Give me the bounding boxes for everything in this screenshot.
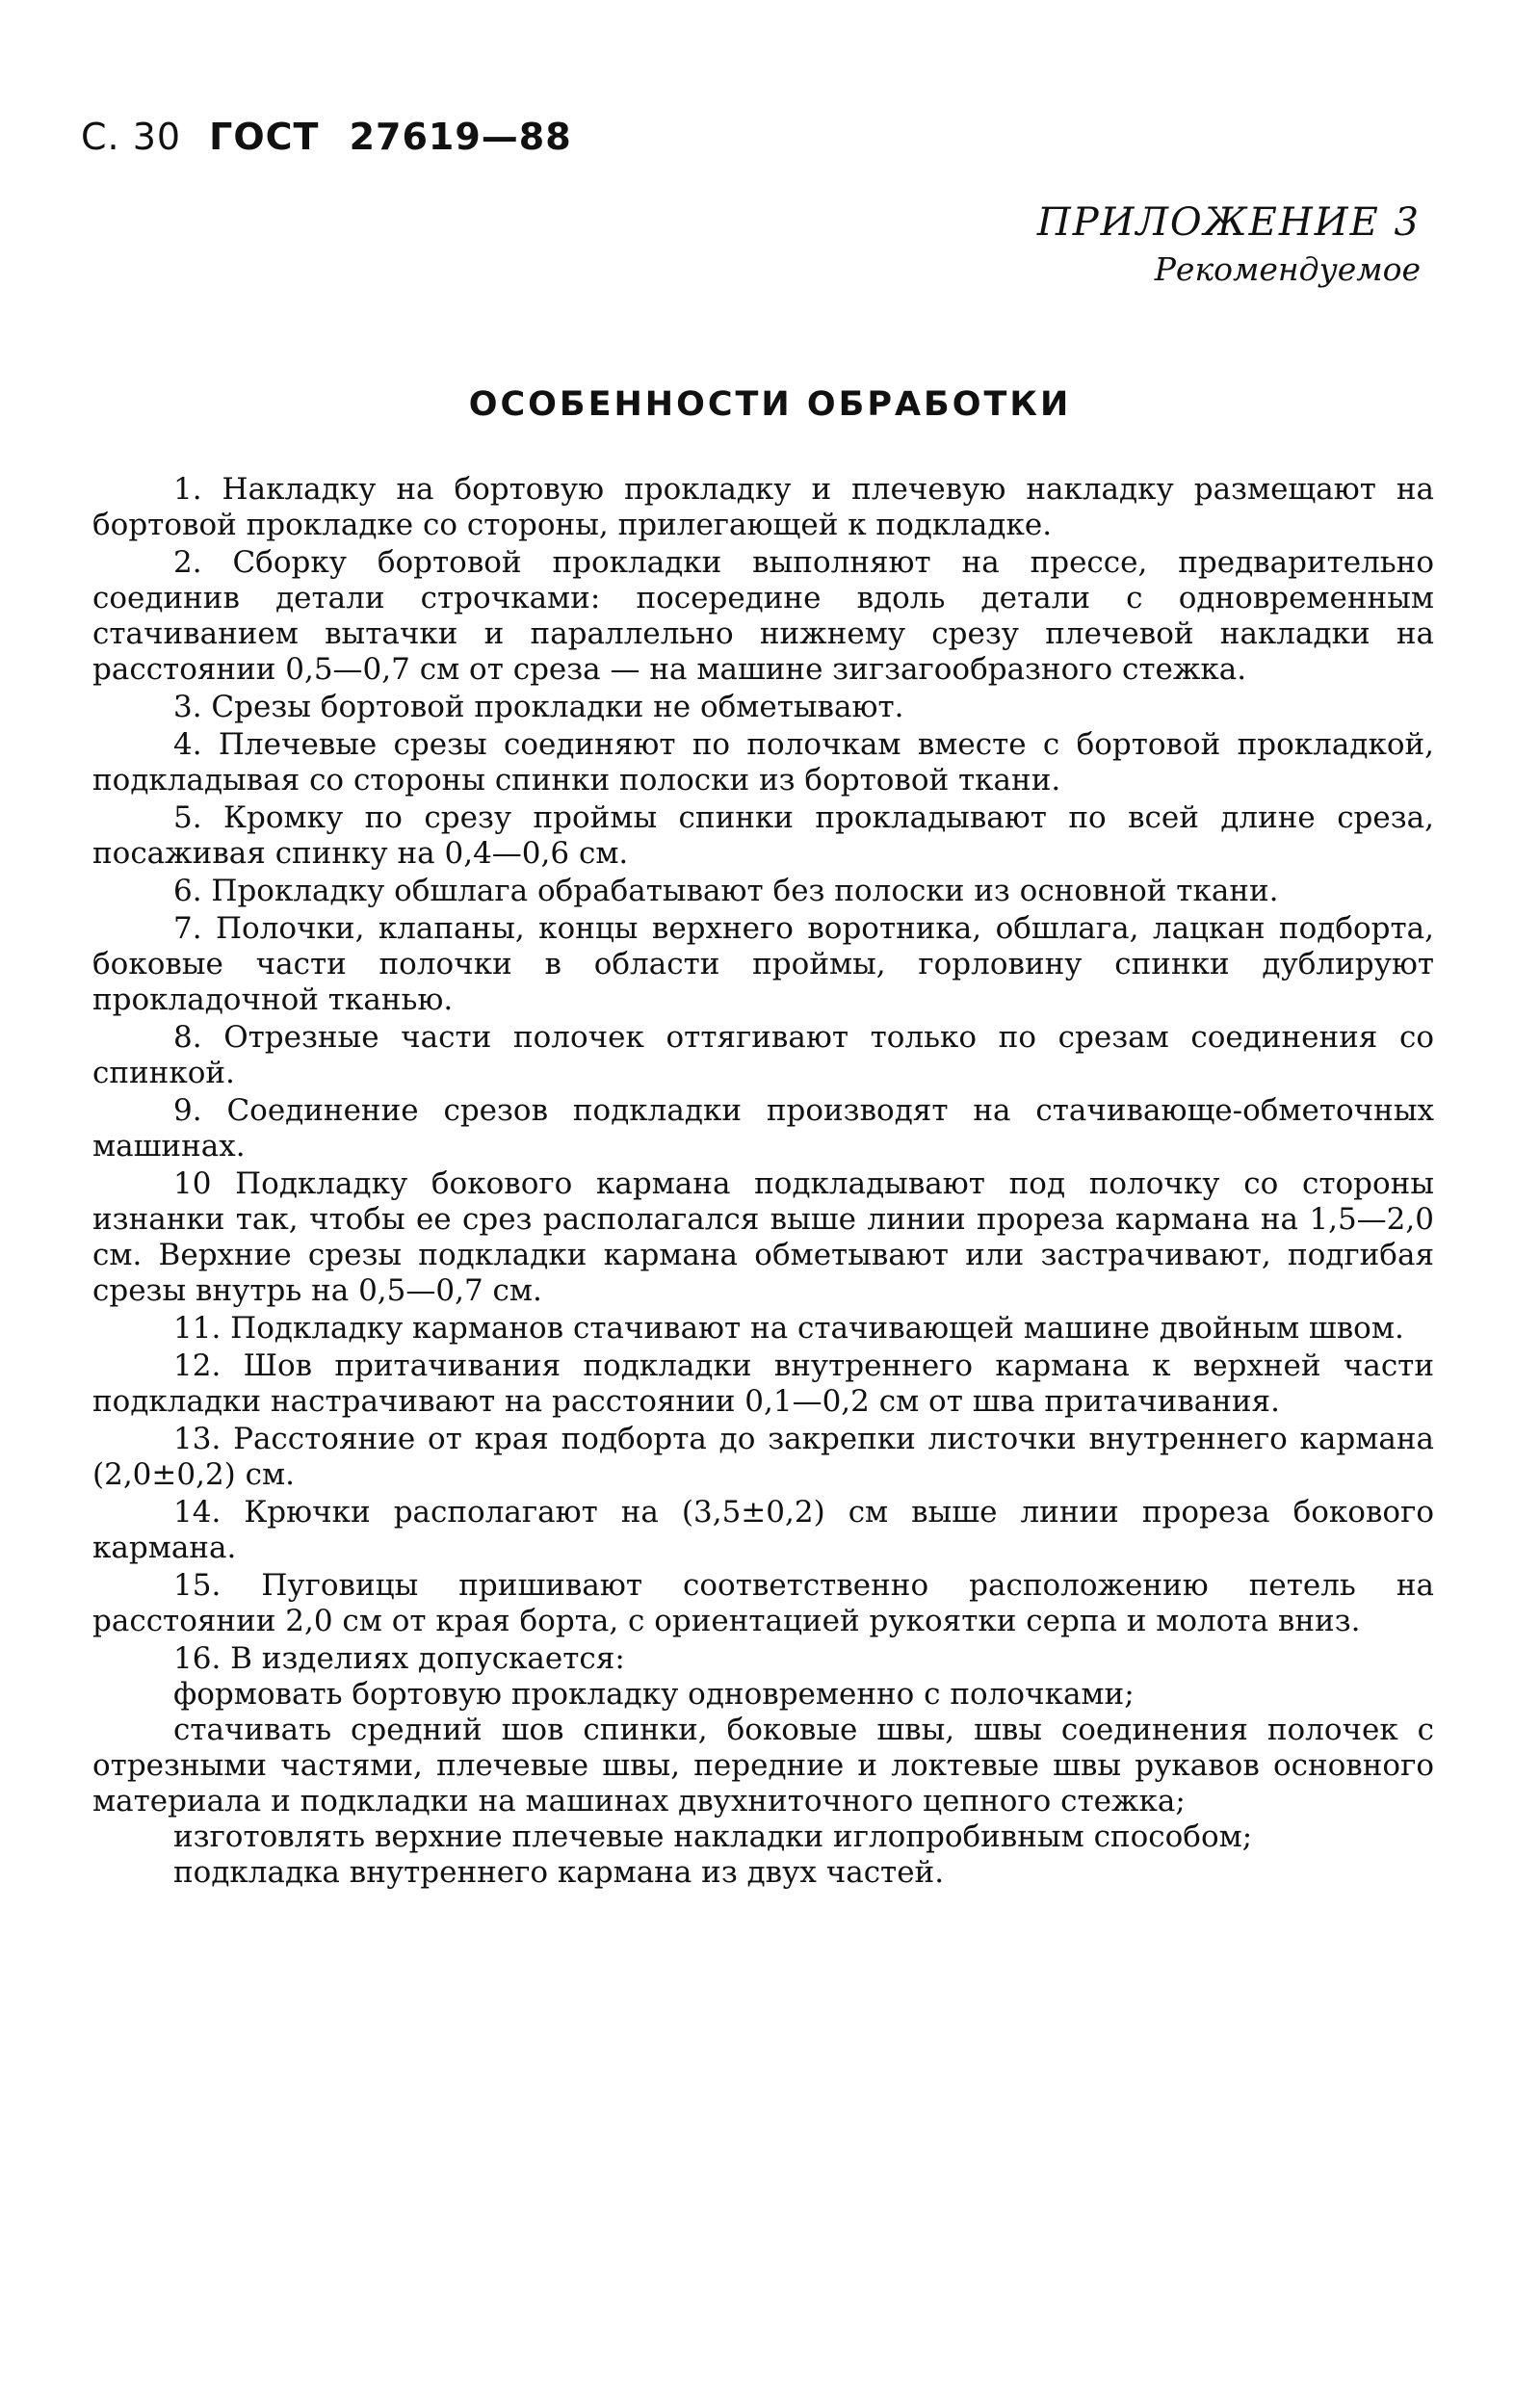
list-item: 1. Накладку на бортовую прокладку и плечевую накладку размещают на бортовой прокладке со стороны, прилегающей к подкладке. bbox=[92, 472, 1434, 542]
sub-item: формовать бортовую прокладку одновременно с полочками; bbox=[173, 1677, 1135, 1712]
sub-item: подкладка внутреннего кармана из двух частей. bbox=[173, 1855, 945, 1890]
page-number: С. 30 bbox=[81, 116, 182, 158]
section-title: ОСОБЕННОСТИ ОБРАБОТКИ bbox=[468, 385, 1072, 424]
list-item: 7. Полочки, клапаны, концы верхнего воротника, обшлага, лацкан подборта, боковые части полочки в области проймы, горловину спинки дублируют прокладочной тканью. bbox=[92, 911, 1434, 1017]
standard-label: ГОСТ bbox=[209, 116, 320, 158]
list-item: 13. Расстояние от края подборта до закрепки листочки внутреннего кармана (2,0±0,2) см. bbox=[92, 1422, 1434, 1492]
appendix-title: ПРИЛОЖЕНИЕ 3 bbox=[1036, 200, 1421, 245]
standard-number: 27619—88 bbox=[349, 116, 572, 158]
page-header bbox=[81, 116, 572, 158]
list-item: 2. Сборку бортовой прокладки выполняют на прессе, предварительно соединив детали строчками: посередине вдоль детали с одновременным стачиванием вытачки и параллельно нижнему срезу плечевой накладки на расстоянии 0,5—0,7 см от среза — на машине зигзагообразного стежка. bbox=[92, 545, 1434, 687]
list-item: 12. Шов притачивания подкладки внутреннего кармана к верхней части подкладки настрачивают на расстоянии 0,1—0,2 см от шва притачивания. bbox=[92, 1348, 1434, 1419]
list-item: 8. Отрезные части полочек оттягивают только по срезам соединения со спинкой. bbox=[92, 1020, 1434, 1090]
list-item: 9. Соединение срезов подкладки производят на стачивающе-обметочных машинах. bbox=[92, 1093, 1434, 1164]
list-item: 14. Крючки располагают на (3,5±0,2) см выше линии прореза бокового кармана. bbox=[92, 1495, 1434, 1565]
body-text bbox=[92, 472, 1434, 1891]
list-item: 10 Подкладку бокового кармана подкладывают под полочку со стороны изнанки так, чтобы ее срез располагался выше линии прореза кармана на 1,5—2,0 см. Верхние срезы подкладки кармана обметывают или застрачивают, подгибая срезы внутрь на 0,5—0,7 см. bbox=[92, 1166, 1434, 1308]
sub-item: стачивать средний шов спинки, боковые швы, швы соединения полочек с отрезными частями, плечевые швы, передние и локтевые швы рукавов основного материала и подкладки на машинах двухниточного цепного стежка; bbox=[92, 1713, 1434, 1818]
list-item: 6. Прокладку обшлага обрабатывают без полоски из основной ткани. bbox=[173, 874, 1279, 908]
list-item: 5. Кромку по срезу проймы спинки прокладывают по всей длине среза, посаживая спинку на 0,4—0,6 см. bbox=[92, 800, 1434, 871]
appendix-subtitle: Рекомендуемое bbox=[1154, 250, 1421, 288]
list-item: 11. Подкладку карманов стачивают на стачивающей машине двойным швом. bbox=[173, 1311, 1404, 1346]
list-item: 15. Пуговицы пришивают соответственно расположению петель на расстоянии 2,0 см от края борта, с ориентацией рукоятки серпа и молота вниз. bbox=[92, 1568, 1434, 1638]
appendix-block bbox=[1037, 200, 1421, 288]
list-item: 4. Плечевые срезы соединяют по полочкам вместе с бортовой прокладкой, подкладывая со стороны спинки полоски из бортовой ткани. bbox=[92, 727, 1434, 798]
list-item: 16. В изделиях допускается: bbox=[173, 1641, 625, 1676]
list-item: 3. Срезы бортовой прокладки не обметывают. bbox=[173, 690, 904, 724]
sub-item: изготовлять верхние плечевые накладки иглопробивным способом; bbox=[173, 1819, 1253, 1854]
